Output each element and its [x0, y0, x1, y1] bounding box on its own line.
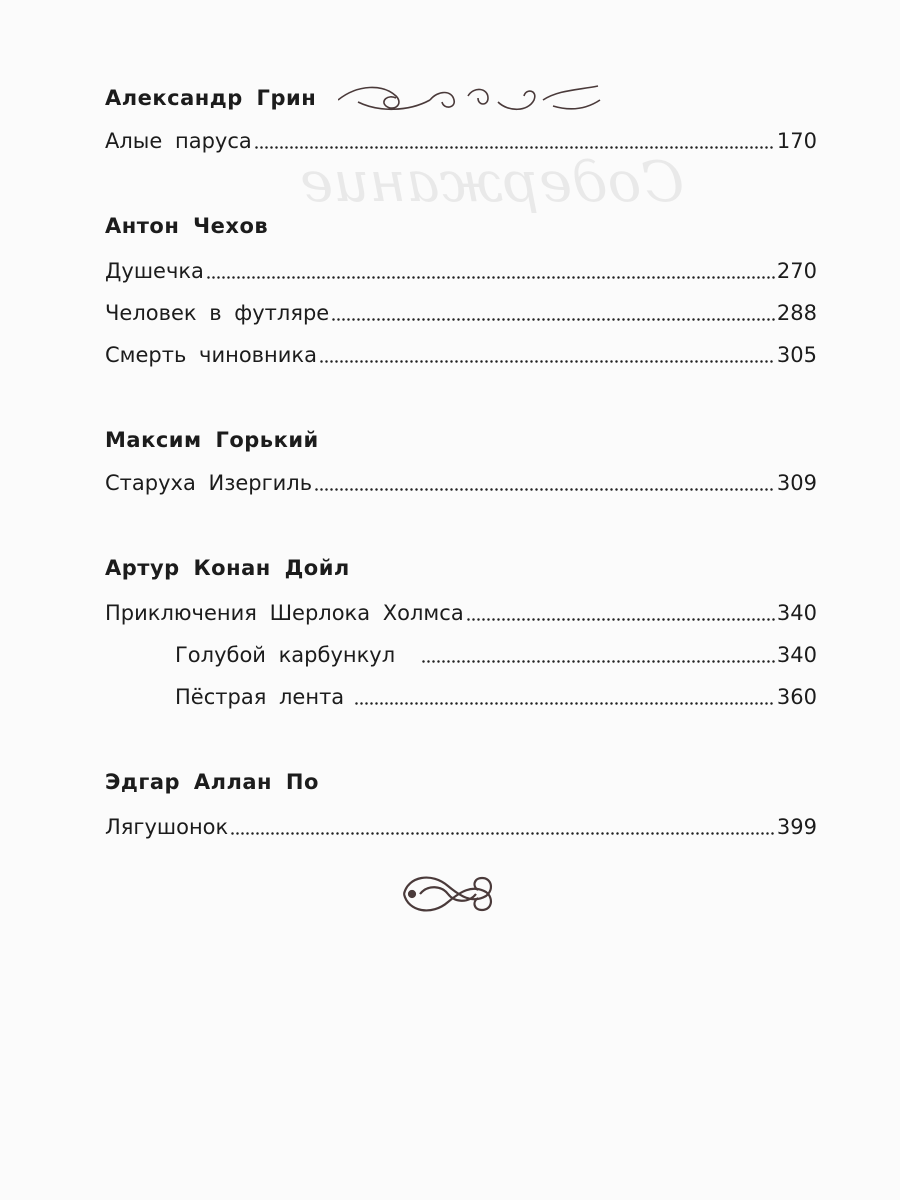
author-heading: Эдгар Аллан По	[105, 770, 319, 794]
bleed-through: Содержание	[300, 150, 685, 215]
entry-title: Лягушонок	[105, 815, 229, 839]
dot-leader	[466, 600, 775, 622]
entry-title: Приключения Шерлока Холмса	[105, 601, 464, 625]
toc-entry	[105, 598, 817, 625]
dot-leader	[421, 642, 775, 664]
entry-title: Душечка	[105, 259, 204, 283]
swirl-flourish-icon	[398, 862, 498, 926]
author-heading: Александр Грин	[105, 86, 317, 110]
dot-leader	[354, 684, 775, 706]
toc-entry	[105, 468, 817, 495]
dot-leader	[206, 258, 775, 280]
dot-leader	[314, 470, 775, 492]
toc-entry	[105, 126, 817, 153]
author-heading: Антон Чехов	[105, 214, 269, 238]
author-heading: Максим Горький	[105, 428, 319, 452]
entry-page: 305	[776, 343, 817, 367]
dot-leader	[254, 128, 775, 150]
entry-page: 288	[776, 301, 817, 325]
flourish-scroll-icon	[338, 82, 608, 122]
toc-entry-sub	[175, 682, 817, 709]
dot-leader	[319, 342, 775, 364]
entry-title: Алые паруса	[105, 129, 252, 153]
toc-entry	[105, 256, 817, 283]
entry-title: Пёстрая лента	[175, 685, 345, 709]
entry-page: 399	[776, 815, 817, 839]
entry-page: 270	[776, 259, 817, 283]
entry-page: 360	[776, 685, 817, 709]
entry-page: 340	[776, 643, 817, 667]
entry-page: 309	[776, 471, 817, 495]
author-heading: Артур Конан Дойл	[105, 556, 350, 580]
entry-page: 340	[776, 601, 817, 625]
entry-title: Смерть чиновника	[105, 343, 317, 367]
entry-title: Голубой карбункул	[175, 643, 396, 667]
toc-entry	[105, 298, 817, 325]
entry-page: 170	[776, 129, 817, 153]
toc-entry	[105, 340, 817, 367]
dot-leader	[230, 814, 775, 836]
dot-leader	[331, 300, 775, 322]
toc-entry	[105, 812, 817, 839]
entry-title: Старуха Изергиль	[105, 471, 313, 495]
toc-entry-sub	[175, 640, 817, 667]
entry-title: Человек в футляре	[105, 301, 330, 325]
